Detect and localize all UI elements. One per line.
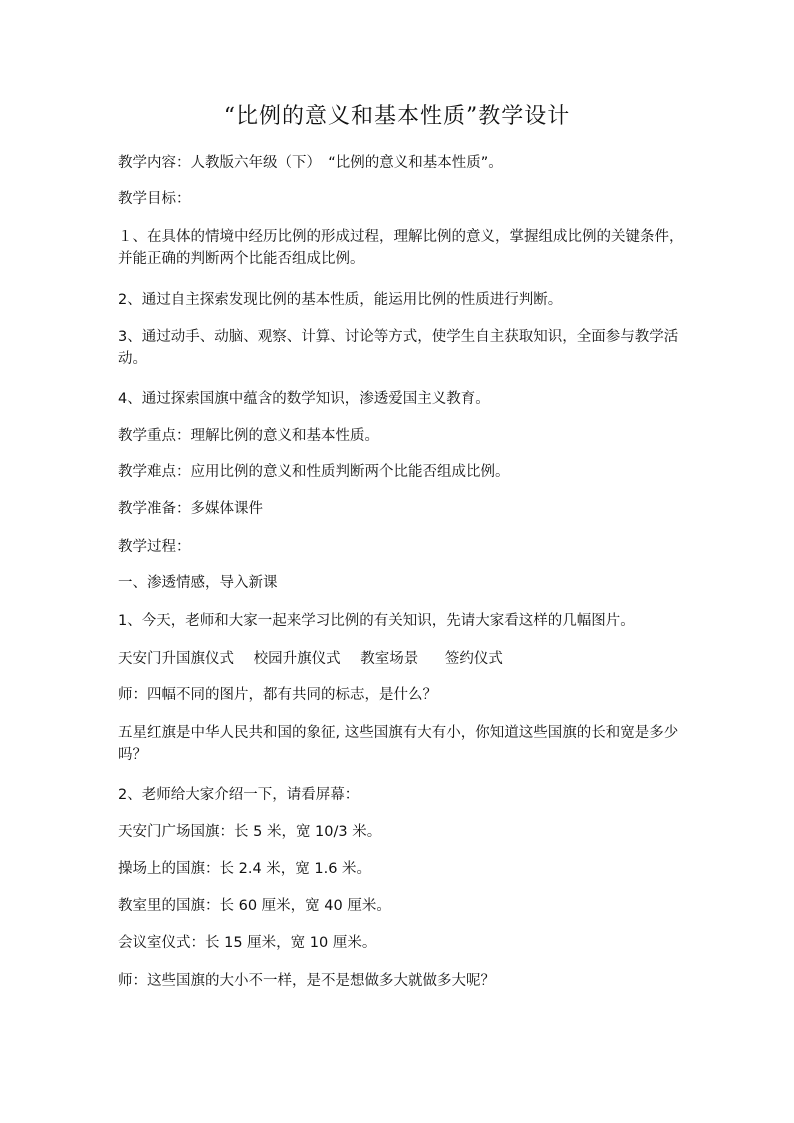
goal-item-1: １、在具体的情境中经历比例的形成过程，理解比例的意义，掌握组成比例的关键条件，并能正确的判断两个比能否组成比例。: [118, 229, 684, 267]
step-2: 2、老师给大家介绍一下，请看屏幕：: [118, 787, 360, 803]
teacher-question-1: 师：四幅不同的图片，都有共同的标志，是什么？: [118, 687, 437, 703]
picture-list: [118, 648, 690, 670]
picture-label: 天安门升国旗仪式: [118, 651, 234, 667]
difficult-point: 教学难点：应用比例的意义和性质判断两个比能否组成比例。: [118, 464, 510, 480]
process-heading: 教学过程：: [118, 539, 191, 555]
section-heading-1: 一、渗透情感，导入新课: [118, 575, 278, 591]
goal-item-4: 4、通过探索国旗中蕴含的数学知识，渗透爱国主义教育。: [118, 391, 490, 407]
picture-label: 教室场景: [360, 651, 419, 667]
preparation: 教学准备：多媒体课件: [118, 501, 263, 517]
flag-size-4: 会议室仪式：长 15 厘米，宽 10 厘米。: [118, 935, 377, 951]
step-1: 1、今天，老师和大家一起来学习比例的有关知识，先请大家看这样的几幅图片。: [118, 613, 635, 629]
flag-paragraph: 五星红旗是中华人民共和国的象征, 这些国旗有大有小，你知道这些国旗的长和宽是多少吗？: [118, 725, 679, 763]
teacher-question-2: 师：这些国旗的大小不一样，是不是想做多大就做多大呢？: [118, 973, 495, 989]
picture-label: 签约仪式: [444, 651, 503, 667]
flag-size-2: 操场上的国旗：长 2.4 米，宽 1.6 米。: [118, 861, 372, 877]
goal-item-3: 3、通过动手、动脑、观察、计算、讨论等方式，使学生自主获取知识，全面参与教学活动。: [118, 329, 679, 367]
goals-heading: 教学目标：: [118, 191, 191, 207]
key-point: 教学重点：理解比例的意义和基本性质。: [118, 428, 379, 444]
flag-size-3: 教室里的国旗：长 60 厘米，宽 40 厘米。: [118, 898, 391, 914]
picture-label: 校园升旗仪式: [253, 651, 341, 667]
flag-size-1: 天安门广场国旗：长 5 米，宽 10/3 米。: [118, 824, 382, 840]
goal-item-2: 2、通过自主探索发现比例的基本性质，能运用比例的性质进行判断。: [118, 292, 563, 308]
document-title: “比例的意义和基本性质”教学设计: [223, 104, 571, 129]
teaching-content: 教学内容：人教版六年级（下） “比例的意义和基本性质”。: [118, 155, 503, 171]
